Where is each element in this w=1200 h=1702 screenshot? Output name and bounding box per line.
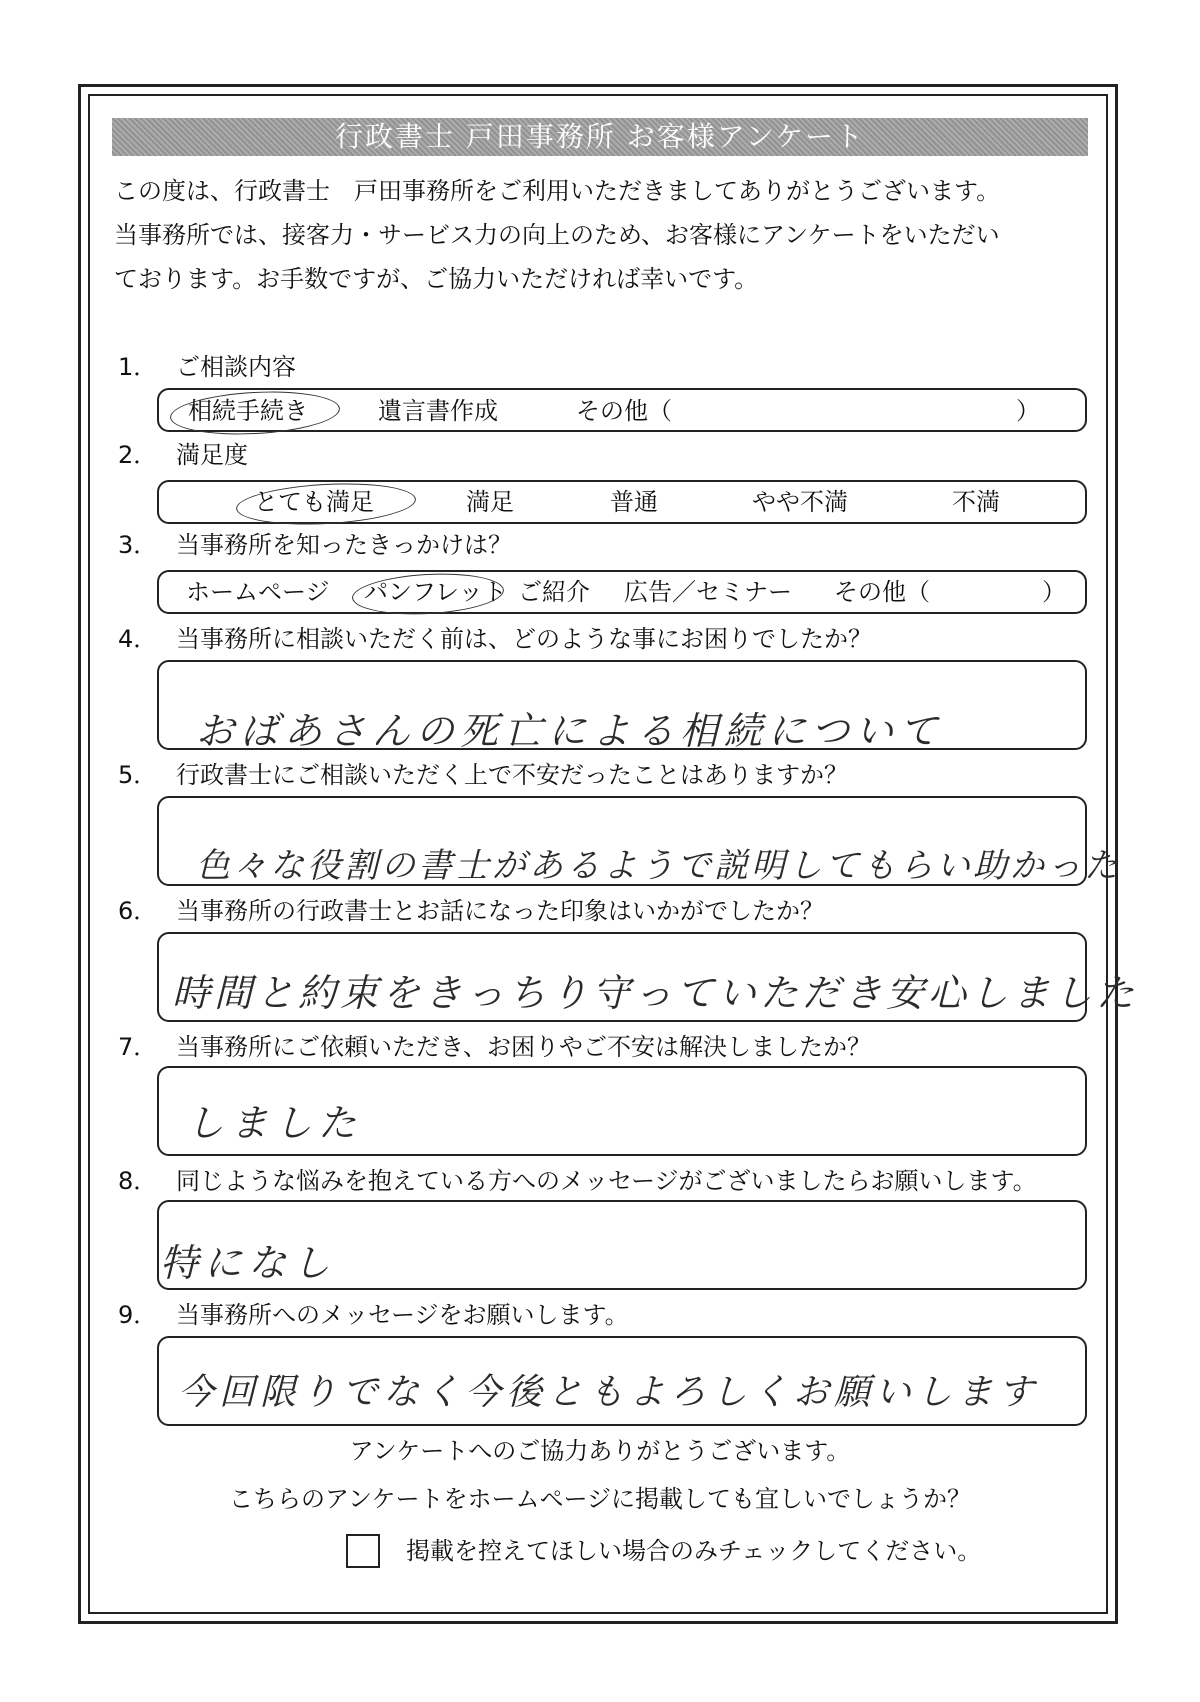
question-1 bbox=[118, 352, 296, 382]
q3-option-pamphlet[interactable]: パンフレット bbox=[364, 578, 507, 606]
question-label: 当事務所に相談いただく前は、どのような事にお困りでしたか？ bbox=[176, 625, 872, 653]
question-4 bbox=[118, 624, 872, 654]
question-7 bbox=[118, 1032, 871, 1062]
q7-handwritten-answer: しました bbox=[186, 1101, 363, 1145]
survey-title: 行政書士 戸田事務所 お客様アンケート bbox=[112, 118, 1088, 156]
q2-option-very-satisfied[interactable]: とても満足 bbox=[254, 488, 374, 516]
question-number: 2． bbox=[118, 441, 158, 469]
q2-option-somewhat-dissatisfied[interactable]: やや不満 bbox=[752, 488, 848, 516]
q1-option-inheritance[interactable]: 相続手続き bbox=[188, 397, 308, 425]
q3-paren-close: ） bbox=[1042, 578, 1066, 606]
intro-line-3: ております。お手数ですが、ご協力いただければ幸いです。 bbox=[114, 265, 759, 293]
question-number: 4． bbox=[118, 625, 158, 653]
question-8 bbox=[118, 1166, 1037, 1196]
q2-option-normal[interactable]: 普通 bbox=[610, 488, 658, 516]
q3-option-referral[interactable]: ご紹介 bbox=[518, 578, 590, 606]
q6-handwritten-answer: 時間と約束をきっちり守っていただき安心しました bbox=[172, 971, 1139, 1015]
question-number: 9． bbox=[118, 1301, 158, 1329]
question-number: 7． bbox=[118, 1033, 158, 1061]
question-label: 行政書士にご相談いただく上で不安だったことはありますか？ bbox=[176, 761, 848, 789]
question-label: 当事務所へのメッセージをお願いします。 bbox=[176, 1301, 629, 1329]
question-9 bbox=[118, 1300, 629, 1330]
question-label: 同じような悩みを抱えている方へのメッセージがございましたらお願いします。 bbox=[176, 1167, 1037, 1195]
q1-option-will[interactable]: 遺言書作成 bbox=[378, 397, 498, 425]
footer-thanks: アンケートへのご協力ありがとうございます。 bbox=[349, 1437, 851, 1465]
q9-handwritten-answer: 今回限りでなく今後ともよろしくお願いします bbox=[178, 1372, 1040, 1413]
question-number: 6． bbox=[118, 897, 158, 925]
q2-option-satisfied[interactable]: 満足 bbox=[466, 488, 514, 516]
footer-question: こちらのアンケートをホームページに掲載しても宜しいでしょうか？ bbox=[228, 1485, 972, 1513]
question-label: 満足度 bbox=[176, 441, 248, 469]
question-number: 1． bbox=[118, 353, 158, 381]
q5-handwritten-answer: 色々な役割の書士があるようで説明してもらい助かった bbox=[196, 846, 1121, 886]
q1-paren-close: ） bbox=[1016, 397, 1040, 425]
q3-option-ad-seminar[interactable]: 広告／セミナー bbox=[624, 578, 792, 606]
question-number: 3． bbox=[118, 531, 158, 559]
q3-option-other[interactable]: その他（ bbox=[834, 578, 930, 606]
question-label: 当事務所の行政書士とお話になった印象はいかがでしたか？ bbox=[176, 897, 824, 925]
question-2 bbox=[118, 440, 248, 470]
intro-line-1: この度は、行政書士 戸田事務所をご利用いただきましてありがとうございます。 bbox=[114, 177, 1001, 205]
q4-handwritten-answer: おばあさんの死亡による相続について bbox=[196, 709, 944, 753]
q2-option-dissatisfied[interactable]: 不満 bbox=[952, 488, 1000, 516]
question-3 bbox=[118, 530, 512, 560]
question-5 bbox=[118, 760, 848, 790]
question-label: ご相談内容 bbox=[176, 353, 296, 381]
question-label: 当事務所にご依頼いただき、お困りやご不安は解決しましたか？ bbox=[176, 1033, 872, 1061]
question-label: 当事務所を知ったきっかけは？ bbox=[176, 531, 512, 559]
q8-handwritten-answer: 特になし bbox=[160, 1241, 337, 1285]
question-number: 8． bbox=[118, 1167, 158, 1195]
q3-option-homepage[interactable]: ホームページ bbox=[186, 578, 330, 606]
publication-optout-checkbox[interactable] bbox=[346, 1534, 380, 1568]
question-number: 5． bbox=[118, 761, 158, 789]
q1-option-other[interactable]: その他（ bbox=[576, 397, 672, 425]
intro-line-2: 当事務所では、接客力・サービス力の向上のため、お客様にアンケートをいただい bbox=[114, 221, 1000, 249]
question-6 bbox=[118, 896, 824, 926]
checkbox-label: 掲載を控えてほしい場合のみチェックしてください。 bbox=[406, 1537, 982, 1565]
